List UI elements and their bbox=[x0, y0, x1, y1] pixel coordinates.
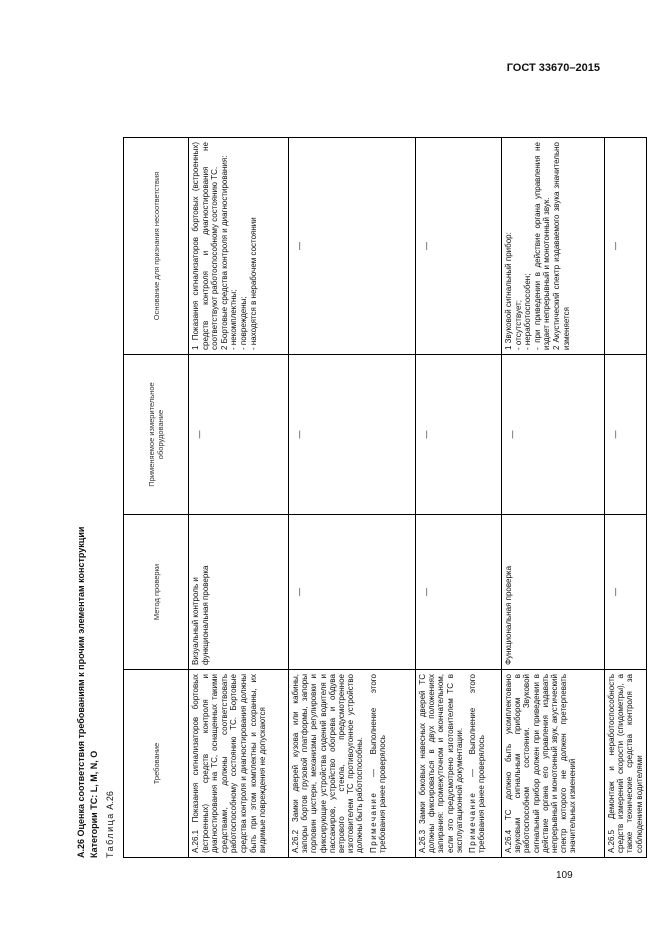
requirement-cell: А.26.4 ТС должно быть укомплектовано звуковым сигнальным прибором в работоспособном состоянии. Звуковой сигнальный прибор должен при приведении в действие органа его управления издавать непрерывный и монотонный звук, акустический спектр которого не должен претерпевать значительных изменений bbox=[502, 670, 605, 858]
rotated-page-content bbox=[75, 138, 644, 858]
criteria-line: 1 Звуковой сигнальный прибор: bbox=[504, 232, 513, 350]
section-heading bbox=[75, 527, 101, 858]
requirement-cell bbox=[416, 670, 502, 858]
col-header-criteria: Основание для признания несоответствия bbox=[124, 138, 189, 355]
method-cell: Визуальный контроль и функциональная проверка bbox=[189, 515, 289, 670]
criteria-cell: — bbox=[605, 138, 647, 355]
requirement-note bbox=[369, 674, 387, 853]
note-text: — Выполнение этого требования ранее проверялось bbox=[468, 674, 487, 853]
criteria-line: - повреждены; bbox=[238, 296, 248, 350]
method-cell: — bbox=[416, 515, 502, 670]
col-header-requirement: Требование bbox=[124, 670, 189, 858]
criteria-cell bbox=[502, 138, 605, 355]
table-row bbox=[289, 138, 416, 858]
method-cell: — bbox=[289, 515, 416, 670]
note-text: — Выполнение этого требования ранее проверялось bbox=[368, 674, 387, 853]
method-cell: Функциональная проверка bbox=[502, 515, 605, 670]
page-number: 109 bbox=[556, 870, 573, 881]
criteria-cell bbox=[189, 138, 289, 355]
method-cell: — bbox=[605, 515, 647, 670]
table-row bbox=[502, 138, 605, 858]
criteria-line: - находятся в нерабочем состоянии bbox=[248, 217, 258, 350]
col-header-equipment: Применяемое измерительное оборудование bbox=[124, 355, 189, 515]
criteria-cell: — bbox=[416, 138, 502, 355]
requirement-cell: А.26.5 Демонтаж и неработоспособность средств измерений скорости (спидометры), а также технические средства контроля за соблюдением водителями bbox=[605, 670, 647, 858]
criteria-line: - отсутствует; bbox=[513, 299, 523, 350]
table-number: А.26 bbox=[105, 791, 115, 810]
equipment-cell: — bbox=[605, 355, 647, 515]
criteria-cell: — bbox=[289, 138, 416, 355]
section-title: А.26 Оценка соответствия требованиям к прочим элементам конструкции bbox=[76, 526, 86, 858]
criteria-line: - неработоспособен; bbox=[523, 273, 533, 350]
assessment-table bbox=[123, 137, 647, 858]
note-label: Примечание bbox=[368, 791, 378, 853]
requirement-note bbox=[468, 674, 486, 853]
criteria-line: 2 Акустический спектр издаваемого звука значительно изменяется bbox=[551, 142, 571, 350]
requirement-cell bbox=[289, 670, 416, 858]
col-header-method: Метод проверки bbox=[124, 515, 189, 670]
equipment-cell: — bbox=[502, 355, 605, 515]
equipment-cell: — bbox=[289, 355, 416, 515]
table-label: Таблица bbox=[105, 812, 115, 858]
criteria-line: - при приведении в действие органа управления не издает непрерывный и монотонный звук. bbox=[532, 142, 552, 350]
criteria-line: 1 Показания сигнализаторов бортовых (встроенных) средств контроля и диагностирования не соответствуют работоспособному состоянию ТС. bbox=[191, 142, 220, 350]
requirement-text: А.26.3 Замки боковых навесных дверей ТС должны фиксироваться в двух положениях запирания: промежуточном и окончательном, если это предусмотрено изготовителем ТС в эксплуатационной документации. bbox=[418, 674, 464, 853]
table-row bbox=[416, 138, 502, 858]
table-header-row bbox=[124, 138, 189, 858]
table-row bbox=[605, 138, 647, 858]
criteria-line: - некомплектны; bbox=[229, 289, 239, 350]
table-caption bbox=[105, 791, 115, 858]
table-row bbox=[189, 138, 289, 858]
section-categories: Категории ТС: L, M, N, O bbox=[89, 750, 99, 858]
criteria-line: 2 Бортовые средства контроля и диагностирования: bbox=[219, 155, 229, 350]
requirement-cell: А.26.1 Показания сигнализаторов бортовых (встроенных) средств контроля и диагностирования на ТС, оснащенных такими средствами, должны соответствовать работоспособному состоянию ТС. Бортовые средства контроля и диагностирования должны быть при этом комплектны и сохранны, их видимые повреждения не допускаются bbox=[189, 670, 289, 858]
requirement-text: А.26.2 Замки дверей кузова или кабины, запоры бортов грузовой платформы, запоры горловин цистерн, механизмы регулировки и фиксирующие устройства сидений водителя и пассажиров, устройство обогрева и обдува ветрового стекла, предусмотренное изготовителем ТС противоугонное устройство должны быть работоспособны. bbox=[291, 674, 365, 853]
equipment-cell: — bbox=[189, 355, 289, 515]
equipment-cell: — bbox=[416, 355, 502, 515]
note-label: Примечание bbox=[468, 791, 478, 853]
standard-code: ГОСТ 33670–2015 bbox=[506, 62, 600, 74]
